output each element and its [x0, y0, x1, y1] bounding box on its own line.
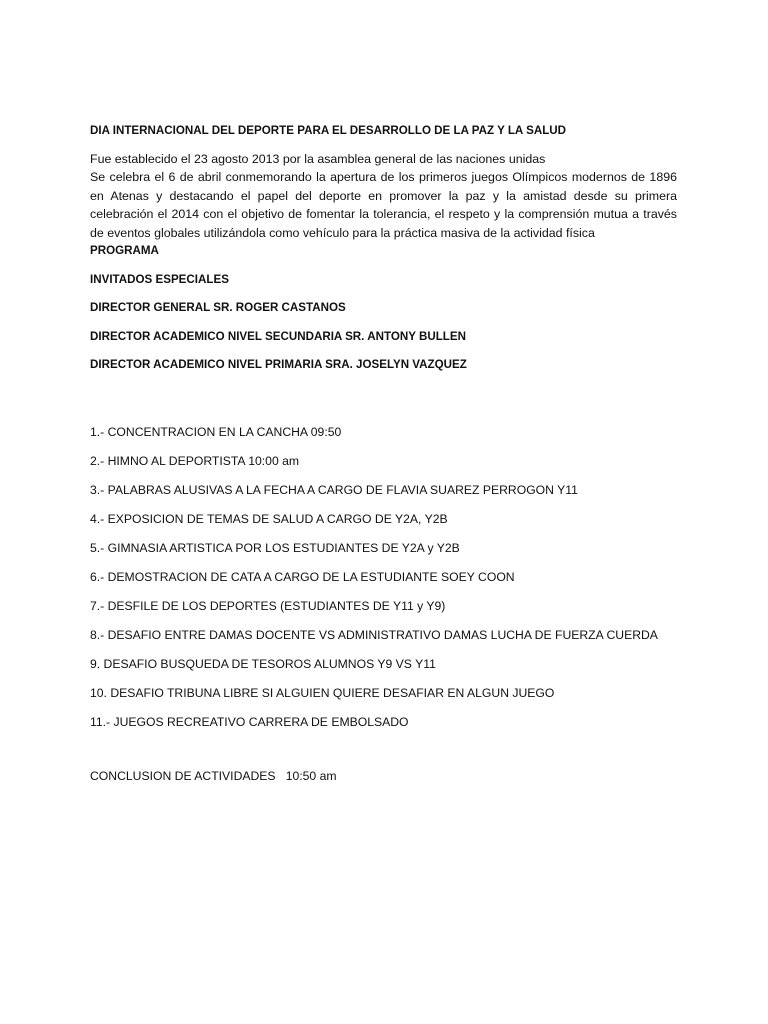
agenda-item: 2.- HIMNO AL DEPORTISTA 10:00 am — [90, 453, 300, 468]
conclusion-line: CONCLUSION DE ACTIVIDADES 10:50 am — [90, 768, 337, 783]
guest-item: DIRECTOR GENERAL SR. ROGER CASTANOS — [90, 301, 346, 314]
programa-label: PROGRAMA — [90, 244, 159, 257]
agenda-item: 7.- DESFILE DE LOS DEPORTES (ESTUDIANTES DE Y11 y Y9) — [90, 599, 446, 614]
agenda-item: 10. DESAFIO TRIBUNA LIBRE SI ALGUIEN QUIERE DESAFIAR EN ALGUN JUEGO — [90, 686, 555, 701]
agenda-item: 4.- EXPOSICION DE TEMAS DE SALUD A CARGO DE Y2A, Y2B — [90, 511, 448, 526]
agenda-item: 3.- PALABRAS ALUSIVAS A LA FECHA A CARGO DE FLAVIA SUAREZ PERROGON Y11 — [90, 482, 578, 497]
agenda-item: 11.- JUEGOS RECREATIVO CARRERA DE EMBOLSADO — [90, 715, 409, 730]
intro-line: Fue establecido el 23 agosto 2013 por la asamblea general de las naciones unidas — [90, 151, 546, 166]
agenda-item: 9. DESAFIO BUSQUEDA DE TESOROS ALUMNOS Y9 VS Y11 — [90, 657, 436, 672]
guests-heading: INVITADOS ESPECIALES — [90, 272, 229, 286]
agenda-item: 8.- DESAFIO ENTRE DAMAS DOCENTE VS ADMINISTRATIVO DAMAS LUCHA DE FUERZA CUERDA — [90, 628, 658, 643]
document-page — [90, 122, 677, 798]
agenda-item: 5.- GIMNASIA ARTISTICA POR LOS ESTUDIANTES DE Y2A y Y2B — [90, 540, 460, 555]
agenda-item: 6.- DEMOSTRACION DE CATA A CARGO DE LA ESTUDIANTE SOEY COON — [90, 569, 515, 584]
body-paragraph: Se celebra el 6 de abril conmemorando la apertura de los primeros juegos Olímpicos modernos de 1896 en Atenas y destacando el papel del deporte en promover la paz y la amistad desde su primera celebración el 2014 con el objetivo de fomentar la tolerancia, el respeto y la comprensión mutua a través de eventos globales utilizándola como vehículo para la práctica masiva de la actividad física — [90, 170, 677, 240]
guest-item: DIRECTOR ACADEMICO NIVEL PRIMARIA SRA. JOSELYN VAZQUEZ — [90, 358, 467, 371]
guest-item: DIRECTOR ACADEMICO NIVEL SECUNDARIA SR. ANTONY BULLEN — [90, 329, 466, 343]
agenda-item: 1.- CONCENTRACION EN LA CANCHA 09:50 — [90, 424, 342, 439]
agenda-list — [90, 423, 677, 732]
document-title: DIA INTERNACIONAL DEL DEPORTE PARA EL DESARROLLO DE LA PAZ Y LA SALUD — [90, 124, 567, 137]
